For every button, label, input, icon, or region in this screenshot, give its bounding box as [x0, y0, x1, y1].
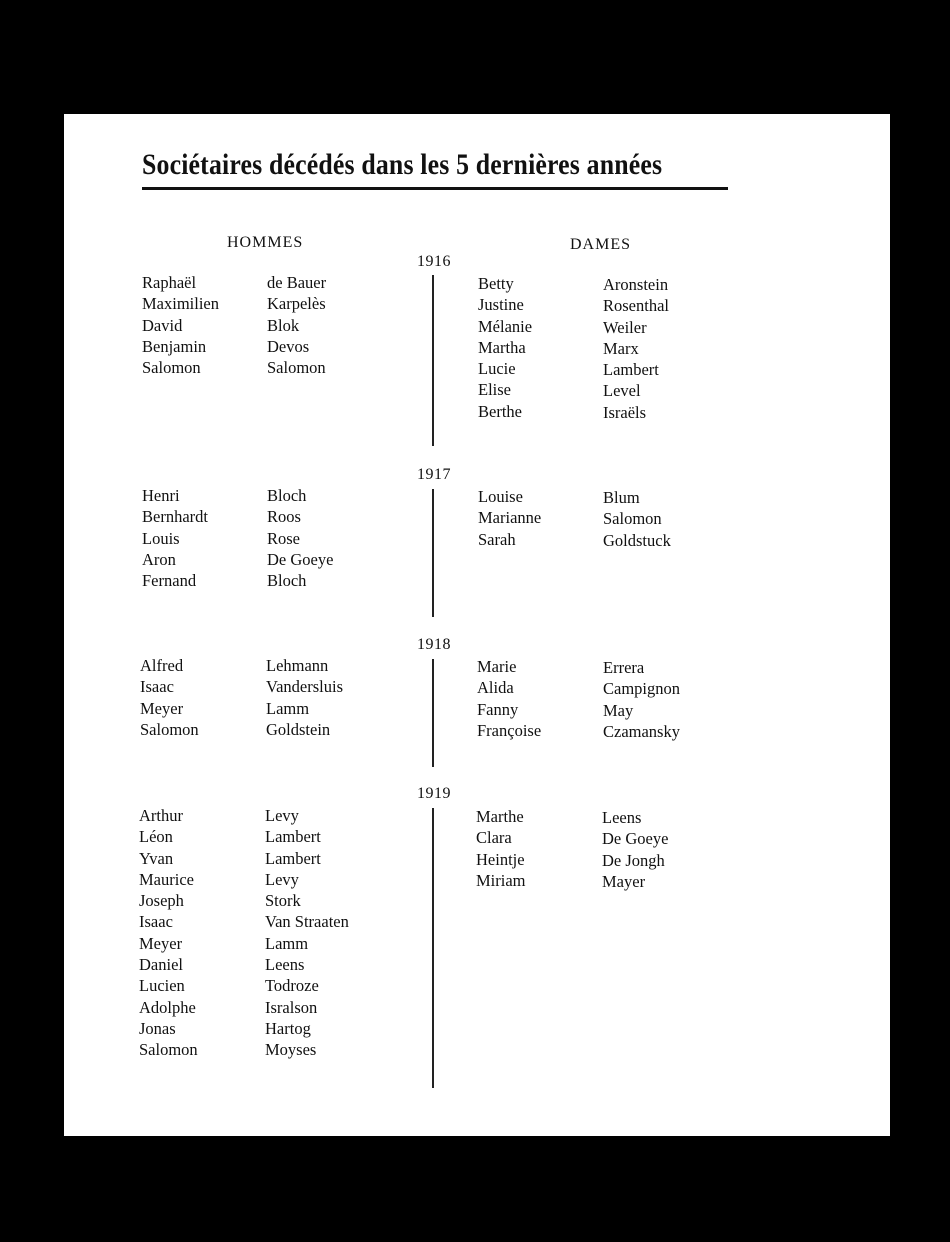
list-item: Vandersluis: [266, 677, 343, 697]
list-item: Van Straaten: [265, 912, 349, 932]
list-item: Bernhardt: [142, 507, 208, 527]
list-item: Lucie: [478, 359, 516, 379]
list-item: Moyses: [265, 1040, 317, 1060]
year-label-1919: 1919: [417, 785, 451, 802]
list-item: Lucien: [139, 976, 185, 996]
women-last-names-1917: [603, 487, 671, 551]
women-header: DAMES: [570, 236, 632, 253]
list-item: Françoise: [477, 720, 542, 740]
list-item: Blum: [603, 488, 640, 507]
list-item: Israëls: [603, 402, 647, 422]
list-item: Weiler: [603, 317, 647, 337]
year-label-1917: 1917: [417, 466, 451, 483]
list-item: Devos: [267, 336, 310, 356]
divider-1918: [432, 659, 434, 767]
women-first-names-1918: [477, 656, 541, 741]
list-item: Alfred: [140, 656, 184, 675]
list-item: Roos: [267, 507, 301, 527]
list-item: Level: [603, 381, 641, 401]
year-label-1918: 1918: [417, 636, 451, 653]
page-title: Sociétaires décédés dans les 5 dernières années: [142, 148, 663, 181]
list-item: Meyer: [139, 933, 183, 953]
list-item: Henri: [142, 486, 180, 505]
list-item: Salomon: [139, 1040, 198, 1060]
men-first-names-1916: [142, 272, 219, 378]
list-item: Salomon: [267, 358, 326, 378]
list-item: Fernand: [142, 571, 197, 591]
women-first-names-1919: [476, 806, 526, 891]
list-item: Lambert: [265, 827, 321, 847]
men-first-names-1917: [142, 485, 208, 591]
list-item: Stork: [265, 891, 301, 911]
list-item: Salomon: [140, 719, 199, 739]
women-last-names-1916: [603, 274, 669, 423]
list-item: Lamm: [265, 933, 309, 953]
women-last-names-1918: [603, 657, 680, 742]
list-item: Martha: [478, 337, 526, 357]
list-item: Marianne: [478, 508, 542, 528]
men-first-names-1918: [140, 655, 199, 740]
document-page: [64, 114, 890, 1136]
list-item: Lambert: [603, 360, 659, 380]
list-item: Mayer: [602, 871, 646, 891]
list-item: Joseph: [139, 891, 184, 911]
list-item: Benjamin: [142, 336, 207, 356]
list-item: Lehmann: [266, 656, 329, 675]
list-item: Bloch: [267, 486, 307, 505]
list-item: Marthe: [476, 807, 524, 826]
year-label-1916: 1916: [417, 253, 451, 270]
list-item: de Bauer: [267, 273, 327, 292]
list-item: Marie: [477, 657, 517, 676]
list-item: Levy: [265, 869, 299, 889]
list-item: Yvan: [139, 848, 174, 868]
list-item: Goldstuck: [603, 530, 671, 550]
list-item: Berthe: [478, 401, 522, 421]
men-last-names-1918: [266, 655, 343, 740]
title-underline: [142, 187, 728, 190]
list-item: Isaac: [139, 912, 173, 932]
list-item: Campignon: [603, 679, 680, 699]
list-item: Rosenthal: [603, 296, 669, 316]
list-item: Meyer: [140, 698, 184, 718]
men-last-names-1916: [267, 272, 326, 378]
list-item: Maximilien: [142, 294, 219, 314]
list-item: Arthur: [139, 806, 183, 825]
list-item: Goldstein: [266, 719, 331, 739]
list-item: Sarah: [478, 529, 516, 549]
list-item: Clara: [476, 828, 512, 848]
women-first-names-1917: [478, 486, 541, 550]
list-item: Léon: [139, 827, 173, 847]
women-first-names-1916: [478, 273, 532, 422]
list-item: Maurice: [139, 869, 194, 889]
list-item: May: [603, 700, 634, 720]
list-item: Mélanie: [478, 316, 533, 336]
list-item: Blok: [267, 315, 300, 335]
men-first-names-1919: [139, 805, 198, 1061]
list-item: Todroze: [265, 976, 319, 996]
list-item: Alida: [477, 678, 514, 698]
divider-1917: [432, 489, 434, 617]
list-item: Lamm: [266, 698, 310, 718]
list-item: Hartog: [265, 1018, 311, 1038]
women-last-names-1919: [602, 807, 668, 892]
list-item: De Goeye: [602, 829, 669, 849]
men-last-names-1917: [267, 485, 333, 591]
list-item: Karpelès: [267, 294, 326, 314]
list-item: Justine: [478, 295, 524, 315]
list-item: Fanny: [477, 699, 519, 719]
list-item: Errera: [603, 658, 645, 677]
list-item: Louis: [142, 528, 180, 548]
list-item: De Goeye: [267, 549, 334, 569]
list-item: Heintje: [476, 849, 525, 869]
list-item: Marx: [603, 338, 639, 358]
list-item: Isaac: [140, 677, 174, 697]
list-item: Salomon: [142, 358, 201, 378]
list-item: Raphaël: [142, 273, 197, 292]
list-item: Miriam: [476, 870, 526, 890]
list-item: Salomon: [603, 509, 662, 529]
list-item: Leens: [602, 808, 642, 827]
list-item: Betty: [478, 274, 514, 293]
list-item: Rose: [267, 528, 300, 548]
list-item: Bloch: [267, 571, 307, 591]
list-item: Levy: [265, 806, 299, 825]
divider-1916: [432, 275, 434, 446]
list-item: Leens: [265, 955, 305, 975]
men-header: HOMMES: [227, 234, 304, 251]
list-item: David: [142, 315, 183, 335]
list-item: Aron: [142, 549, 176, 569]
list-item: Elise: [478, 380, 511, 400]
list-item: Jonas: [139, 1018, 176, 1038]
list-item: Adolphe: [139, 997, 196, 1017]
list-item: Aronstein: [603, 275, 669, 294]
list-item: Louise: [478, 487, 523, 506]
list-item: Isralson: [265, 997, 318, 1017]
divider-1919: [432, 808, 434, 1088]
list-item: Lambert: [265, 848, 321, 868]
list-item: Daniel: [139, 955, 183, 975]
men-last-names-1919: [265, 805, 349, 1061]
list-item: Czamansky: [603, 721, 680, 741]
list-item: De Jongh: [602, 850, 665, 870]
